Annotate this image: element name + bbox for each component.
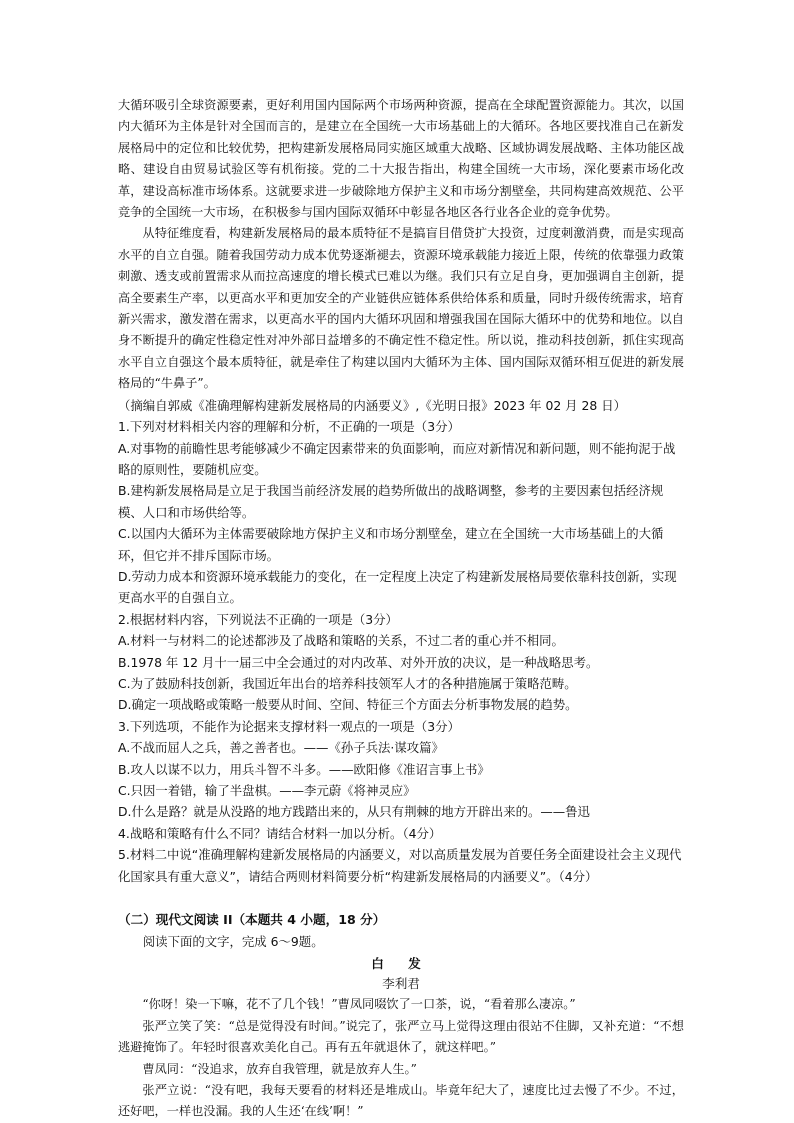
question-1-option-a: A.对事物的前瞻性思考能够减少不确定因素带来的负面影响，而应对新情况和新问题，则不能拘泥于战略的原则性，要随机应变。 (118, 440, 676, 477)
story-paragraph: 曹凤同：“没追求，放弃自我管理，就是放弃人生。” (142, 1061, 417, 1076)
question-3-option-b: B.攻人以谋不以力，用兵斗智不斗多。——欧阳修《准诏言事上书》 (118, 761, 490, 777)
story-text (118, 994, 684, 1122)
question-2-option-a: A.材料一与材料二的论述都涉及了战略和策略的关系，不过二者的重心并不相同。 (118, 633, 564, 649)
story-paragraph: “你呀！染一下嘛，花不了几个钱！”曹凤同啜饮了一口茶，说，“看着那么凄凉。” (142, 997, 576, 1012)
story-paragraph: 张严立说：“没有吧，我每天要看的材料还是堆成山。毕竟年纪大了，速度比过去慢了不少。不过，还好吧，一样也没漏。我的人生还‘在线’啊！” (118, 1083, 684, 1119)
question-4: 4.战略和策略有什么不同？请结合材料一加以分析。（4分） (118, 825, 442, 841)
question-2-option-d: D.确定一项战略或策略一般要从时间、空间、特征三个方面去分析事物发展的趋势。 (118, 697, 578, 713)
question-5: 5.材料二中说“准确理解构建新发展格局的内涵要义，对以高质量发展为首要任务全面建设社会主义现代化国家具有重大意义”，请结合两则材料简要分析“构建新发展格局的内涵要义”。（4分） (118, 847, 682, 884)
question-1-option-d: D.劳动力成本和资源环境承载能力的变化，在一定程度上决定了构建新发展格局要依靠科技创新，实现更高水平的自强自立。 (118, 568, 677, 606)
question-3-option-d: D.什么是路？就是从没路的地方践踏出来的，从只有荆棘的地方开辟出来的。——鲁迅 (118, 804, 590, 820)
document-page (118, 95, 684, 1123)
question-3-option-c: C.只因一着错，输了半盘棋。——李元蔚《将神灵应》 (118, 783, 416, 798)
story-title: 白 发 (371, 956, 431, 972)
source-citation: （摘编自郭威《准确理解构建新发展格局的内涵要义》,《光明日报》2023 年 02 月 28 日） (118, 397, 626, 413)
material-paragraph-1: 大循环吸引全球资源要素，更好利用国内国际两个市场两种资源，提高在全球配置资源能力。其次，以国内大循环为主体是针对全国而言的，是建立在全国统一大市场基础上的大循环。各地区要找准自己在新发展格局中的定位和比较优势，把构建新发展格局同实施区域重大战略、区域协调发展战略、主体功能区战略、建设自由贸易试验区等有机衔接。党的二十大报告指出，构建全国统一大市场，深化要素市场化改革，建设高标准市场体系。这就要求进一步破除地方保护主义和市场分割壁垒，共同构建高效规范、公平竞争的全国统一大市场，在积极参与国内国际双循环中彰显各地区各行业各企业的竞争优势。 (118, 98, 684, 220)
question-2-option-c: C.为了鼓励科技创新，我国近年出台的培养科技领军人才的各种措施属于策略范畴。 (118, 675, 577, 691)
section-heading: （二）现代文阅读 II（本题共 4 小题，18 分） (118, 912, 386, 928)
question-1-option-c: C.以国内大循环为主体需要破除地方保护主义和市场分割壁垒，建立在全国统一大市场基础上的大循环，但它并不排斥国际市场。 (118, 526, 664, 563)
question-3-stem: 3.下列选项，不能作为论据来支撑材料一观点的一项是（3分） (118, 718, 460, 734)
question-2-option-b: B.1978 年 12 月十一届三中全会通过的对内改革、对外开放的决议，是一种战略思考。 (118, 654, 599, 670)
story-paragraph: 张严立笑了笑：“总是觉得没有时间。”说完了，张严立马上觉得这理由很站不住脚，又补充道：“不想逃避掩饰了。年轻时很喜欢美化自己。再有五年就退休了，就这样吧。” (118, 1018, 684, 1055)
question-list (118, 416, 684, 887)
material-paragraph-2: 从特征维度看，构建新发展格局的最本质特征不是搞盲目借贷扩大投资，过度刺激消费，而是实现高水平的自立自强。随着我国劳动力成本优势逐渐褪去，资源环境承载能力接近上限，传统的依靠强力政策刺激、透支或前置需求从而拉高速度的增长模式已难以为继。我们只有立足自身，更加强调自主创新，提高全要素生产率，以更高水平和更加安全的产业链供应链体系供给体系和质量，同时升级传统需求，培育新兴需求，激发潜在需求，以更高水平的国内大循环巩固和增强我国在国际大循环中的优势和地位。以自身不断提升的确定性稳定性对冲外部日益增多的不确定性不稳定性。所以说，推动科技创新，抓住实现高水平自立自强这个最本质特征，就是牵住了构建以国内大循环为主体、国内国际双循环相互促进的新发展格局的“牛鼻子”。 (118, 226, 684, 391)
section-instruction: 阅读下面的文字，完成 6～9题。 (142, 934, 324, 950)
story-author: 李利君 (382, 976, 420, 992)
question-3-option-a: A.不战而屈人之兵，善之善者也。——《孙子兵法·谋攻篇》 (118, 740, 444, 756)
question-2-stem: 2.根据材料内容，下列说法不正确的一项是（3分） (118, 611, 398, 627)
question-1-stem: 1.下列对材料相关内容的理解和分析，不正确的一项是（3分） (118, 419, 460, 435)
question-1-option-b: B.建构新发展格局是立足于我国当前经济发展的趋势所做出的战略调整，参考的主要因素包括经济规模、人口和市场供给等。 (118, 483, 664, 520)
